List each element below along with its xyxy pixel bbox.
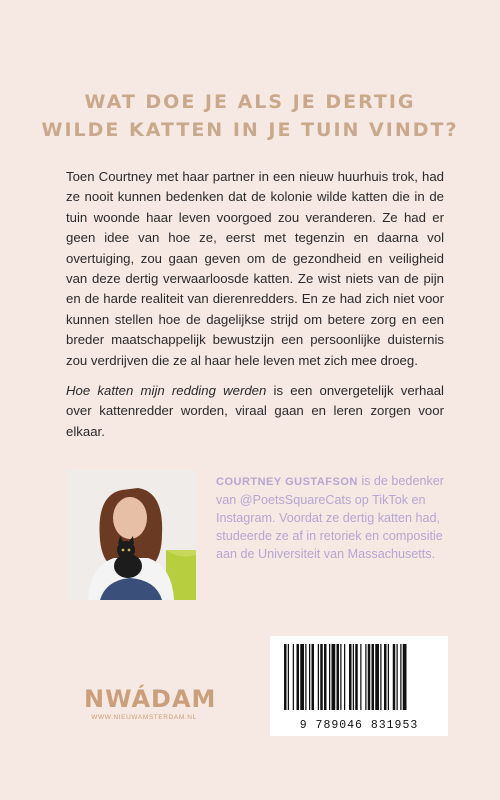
barcode-bar — [388, 644, 389, 710]
author-photo — [66, 470, 196, 600]
barcode-bar — [365, 644, 366, 710]
headline-line-2: WILDE KATTEN IN JE TUIN VINDT? — [41, 119, 459, 141]
barcode-bar — [375, 644, 379, 710]
publisher-logo — [84, 685, 217, 721]
barcode-bar — [372, 644, 375, 710]
author-bio-text: is de bedenker van @PoetsSquareCats op TikTok en Instagram. Voordat ze dertig katten had, studeerde ze af in retoriek en compositie aan de Universiteit van Massachusetts. — [216, 474, 444, 561]
barcode-bar — [293, 644, 294, 710]
barcode-bar — [368, 644, 371, 710]
blurb-paragraph-2-text: is een onvergetelijk verhaal over kattenredder worden, viraal gaan en leren zorgen voor elkaar. — [66, 383, 444, 439]
barcode-bar — [312, 644, 315, 710]
book-title: Hoe katten mijn redding werden — [66, 383, 267, 399]
barcode-bar — [384, 644, 387, 710]
barcode-bar — [403, 644, 407, 710]
barcode-bar — [297, 644, 300, 710]
blurb — [66, 167, 444, 452]
barcode-bar — [344, 644, 345, 710]
barcode-bar — [329, 644, 330, 710]
author-bio — [216, 472, 448, 563]
barcode-bar — [288, 644, 289, 710]
barcode-bar — [318, 644, 319, 710]
barcode — [270, 636, 448, 736]
barcode-bar — [320, 644, 323, 710]
barcode-bar — [393, 644, 396, 710]
headline-line-1: WAT DOE JE ALS JE DERTIG — [84, 91, 416, 113]
barcode-bars — [270, 636, 448, 716]
author-name: COURTNEY GUSTAFSON — [216, 476, 358, 488]
barcode-bar — [332, 644, 336, 710]
barcode-bar — [337, 644, 340, 710]
barcode-bar — [353, 644, 354, 710]
barcode-bar — [305, 644, 306, 710]
barcode-bar — [324, 644, 327, 710]
isbn-number: 9 789046 831953 — [299, 719, 419, 732]
barcode-bar — [309, 644, 310, 710]
blurb-paragraph-2 — [66, 381, 444, 442]
publisher-url: WWW.NIEUWAMSTERDAM.NL — [91, 714, 197, 721]
barcode-bar — [400, 644, 401, 710]
barcode-bar — [284, 644, 287, 710]
barcode-bar — [300, 644, 304, 710]
barcode-bar — [380, 644, 381, 710]
barcode-bar — [360, 644, 361, 710]
headline — [0, 88, 500, 144]
author-photo-image — [66, 470, 196, 600]
barcode-bar — [355, 644, 358, 710]
barcode-bar — [349, 644, 352, 710]
blurb-paragraph-1: Toen Courtney met haar partner in een nieuw huurhuis trok, had ze nooit kunnen bedenken dat de kolonie wilde katten die in de tuin woonde haar leven voorgoed zou veranderen. Ze had er geen idee van hoe ze, eerst met tegenzin en daarna vol overtuiging, zou gaan geven om de gezondheid en veiligheid van deze dertig verwaarloosde katten. Ze wist niets van de pijn en de harde realiteit van dierenredders. En ze had zich niet voor kunnen stellen hoe de dagelijkse strijd om betere zorg en een breder maatschappelijk bewustzijn een persoonlijke duisternis zou verdrijven die ze al haar hele leven met zich mee droeg. — [66, 169, 444, 368]
barcode-bar — [340, 644, 341, 710]
publisher-logo-mark: NWÁDAM — [84, 685, 217, 713]
barcode-bar — [397, 644, 398, 710]
